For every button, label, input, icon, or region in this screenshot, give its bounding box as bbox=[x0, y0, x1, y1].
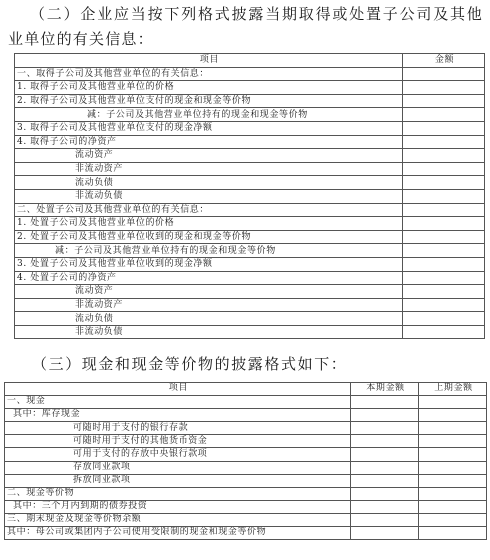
table-row bbox=[15, 203, 485, 217]
row-label: 一、取得子公司及其他营业单位的有关信息： bbox=[15, 67, 403, 81]
row-label: 减：子公司及其他营业单位持有的现金和现金等价物 bbox=[15, 108, 403, 122]
row-label: 三、期末现金及现金等价物余额 bbox=[5, 513, 351, 526]
row-label: 可用于支付的存放中央银行款项 bbox=[5, 448, 351, 461]
prior-amount-cell bbox=[419, 448, 487, 461]
table-row bbox=[5, 435, 487, 448]
amount-cell bbox=[403, 285, 485, 299]
prior-amount-cell bbox=[419, 396, 487, 409]
section-heading-2-line2: 业单位的有关信息： bbox=[8, 30, 154, 48]
row-label: 可随时用于支付的银行存款 bbox=[5, 422, 351, 435]
table-row bbox=[15, 176, 485, 190]
row-label: 1. 取得子公司及其他营业单位的价格 bbox=[15, 81, 403, 95]
table-row bbox=[15, 244, 485, 258]
row-label: 其中：库存现金 bbox=[5, 409, 351, 422]
prior-amount-cell bbox=[419, 435, 487, 448]
table-row bbox=[15, 108, 485, 122]
amount-cell bbox=[403, 189, 485, 203]
row-label: 2. 取得子公司及其他营业单位支付的现金和现金等价物 bbox=[15, 94, 403, 108]
amount-cell bbox=[403, 94, 485, 108]
row-label: 3. 处置子公司及其他营业单位收到的现金净额 bbox=[15, 257, 403, 271]
current-amount-cell bbox=[351, 474, 419, 487]
row-label: 非流动负债 bbox=[15, 189, 403, 203]
current-amount-cell bbox=[351, 527, 419, 540]
column-header-prior-amount: 上期金额 bbox=[419, 383, 487, 396]
amount-cell bbox=[403, 121, 485, 135]
table-row bbox=[5, 409, 487, 422]
table-row bbox=[15, 94, 485, 108]
prior-amount-cell bbox=[419, 513, 487, 526]
row-label: 其中：三个月内到期的债券投资 bbox=[5, 500, 351, 513]
amount-cell bbox=[403, 149, 485, 163]
row-label: 非流动负债 bbox=[15, 325, 403, 339]
current-amount-cell bbox=[351, 409, 419, 422]
amount-cell bbox=[403, 67, 485, 81]
prior-amount-cell bbox=[419, 409, 487, 422]
amount-cell bbox=[403, 230, 485, 244]
row-label: 4. 处置子公司的净资产 bbox=[15, 271, 403, 285]
table-row bbox=[15, 217, 485, 231]
row-label: 拆放同业款项 bbox=[5, 474, 351, 487]
amount-cell bbox=[403, 203, 485, 217]
prior-amount-cell bbox=[419, 487, 487, 500]
current-amount-cell bbox=[351, 448, 419, 461]
column-header-item: 项目 bbox=[15, 54, 403, 68]
row-label: 二、现金等价物 bbox=[5, 487, 351, 500]
row-label: 流动资产 bbox=[15, 149, 403, 163]
amount-cell bbox=[403, 81, 485, 95]
row-label: 二、处置子公司及其他营业单位的有关信息： bbox=[15, 203, 403, 217]
current-amount-cell bbox=[351, 487, 419, 500]
current-amount-cell bbox=[351, 513, 419, 526]
table-row bbox=[5, 461, 487, 474]
section-heading-2-line1: （二）企业应当按下列格式披露当期取得或处置子公司及其他 bbox=[30, 5, 484, 23]
table-header-row bbox=[15, 54, 485, 68]
current-amount-cell bbox=[351, 396, 419, 409]
table-header-row bbox=[5, 383, 487, 396]
row-label: 流动资产 bbox=[15, 285, 403, 299]
amount-cell bbox=[403, 162, 485, 176]
row-label: 3. 取得子公司及其他营业单位支付的现金净额 bbox=[15, 121, 403, 135]
current-amount-cell bbox=[351, 500, 419, 513]
table-row bbox=[15, 257, 485, 271]
amount-cell bbox=[403, 312, 485, 326]
row-label: 非流动资产 bbox=[15, 298, 403, 312]
amount-cell bbox=[403, 298, 485, 312]
table-row bbox=[15, 230, 485, 244]
table-row bbox=[5, 422, 487, 435]
amount-cell bbox=[403, 176, 485, 190]
table-row bbox=[15, 135, 485, 149]
table-row bbox=[15, 81, 485, 95]
cash-equivalents-table bbox=[4, 382, 487, 540]
table-row bbox=[15, 67, 485, 81]
amount-cell bbox=[403, 108, 485, 122]
table-row bbox=[15, 189, 485, 203]
prior-amount-cell bbox=[419, 500, 487, 513]
row-label: 流动负债 bbox=[15, 176, 403, 190]
row-label: 2. 处置子公司及其他营业单位收到的现金和现金等价物 bbox=[15, 230, 403, 244]
row-label: 减：子公司及其他营业单位持有的现金和现金等价物 bbox=[15, 244, 403, 258]
current-amount-cell bbox=[351, 461, 419, 474]
table-row bbox=[5, 513, 487, 526]
row-label: 1. 处置子公司及其他营业单位的价格 bbox=[15, 217, 403, 231]
prior-amount-cell bbox=[419, 527, 487, 540]
table-row bbox=[15, 325, 485, 339]
amount-cell bbox=[403, 257, 485, 271]
table-row bbox=[5, 500, 487, 513]
row-label: 存放同业款项 bbox=[5, 461, 351, 474]
section-heading-3: （三）现金和现金等价物的披露格式如下： bbox=[32, 355, 348, 373]
column-header-item: 项目 bbox=[5, 383, 351, 396]
prior-amount-cell bbox=[419, 461, 487, 474]
row-label: 可随时用于支付的其他货币资金 bbox=[5, 435, 351, 448]
table-row bbox=[15, 149, 485, 163]
table-row bbox=[5, 396, 487, 409]
acquisition-disposal-table bbox=[14, 53, 485, 339]
row-label: 一、现金 bbox=[5, 396, 351, 409]
amount-cell bbox=[403, 244, 485, 258]
row-label: 流动负债 bbox=[15, 312, 403, 326]
row-label: 4. 取得子公司的净资产 bbox=[15, 135, 403, 149]
table-row bbox=[15, 121, 485, 135]
row-label: 非流动资产 bbox=[15, 162, 403, 176]
table-row bbox=[15, 312, 485, 326]
table-row bbox=[15, 285, 485, 299]
table-row bbox=[15, 162, 485, 176]
table-row bbox=[5, 487, 487, 500]
row-label: 其中：母公司或集团内子公司使用受限制的现金和现金等价物 bbox=[5, 527, 351, 540]
column-header-amount: 金额 bbox=[403, 54, 485, 68]
amount-cell bbox=[403, 217, 485, 231]
table-row bbox=[5, 474, 487, 487]
column-header-current-amount: 本期金额 bbox=[351, 383, 419, 396]
amount-cell bbox=[403, 135, 485, 149]
amount-cell bbox=[403, 271, 485, 285]
current-amount-cell bbox=[351, 435, 419, 448]
prior-amount-cell bbox=[419, 422, 487, 435]
amount-cell bbox=[403, 325, 485, 339]
current-amount-cell bbox=[351, 422, 419, 435]
table-row bbox=[15, 271, 485, 285]
table-row bbox=[5, 527, 487, 540]
table-row bbox=[15, 298, 485, 312]
prior-amount-cell bbox=[419, 474, 487, 487]
table-row bbox=[5, 448, 487, 461]
